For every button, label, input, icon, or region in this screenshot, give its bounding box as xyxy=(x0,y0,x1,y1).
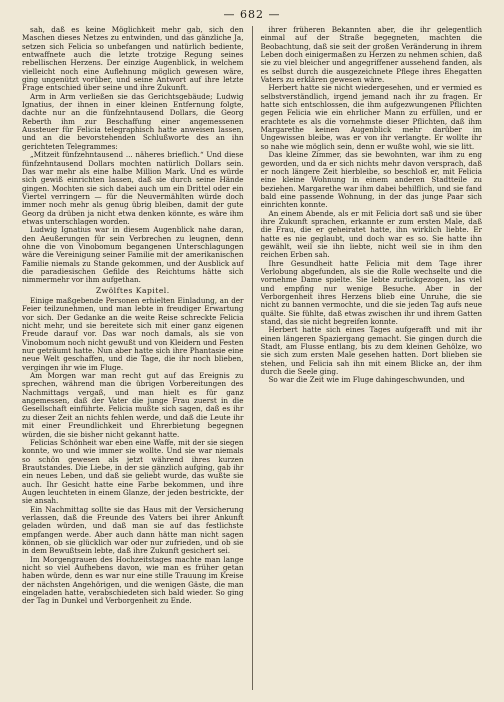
paragraph: An einem Abende, als er mit Felicia dort saß und sie über ihre Zukunft sprachen, erkannte er zum ersten Male, daß die Frau, die er geheiratet hatte, ihn wirklich liebte. Er hatte es nie geglaubt, und doch war es so. Sie hatte ihn gewählt, weil sie ihn liebte, nicht weil sie in ihm den reichen Erben sah. xyxy=(260,208,482,260)
paragraph: Herbert hatte sie nicht wiedergesehen, und er vermied es selbstverständlich, irgend jemand nach ihr zu fragen. Er hatte sich entschlossen, die ihm aufgezwungenen Pflichten gegen Felicia wie ein ehrlicher Mann zu erfüllen, und er erachtete es als die vornehmste dieser Pflichten, daß ihm Margarethe keinen Augenblick mehr darüber im Ungewissen bleibe, was er von ihr verlangte. Er wollte ihr so nahe wie möglich sein, denn er wußte wohl, wie sie litt. xyxy=(260,83,482,151)
paragraph: Herbert hatte sich eines Tages aufgerafft und mit ihr einen längeren Spaziergang gemacht. Sie gingen durch die Stadt, am Flusse entlang, bis zu dem kleinen Gehölze, wo sie sich zum ersten Male gesehen hatten. Dort blieben sie stehen, und Felicia sah ihn mit einem Blicke an, der ihm durch die Seele ging. xyxy=(260,325,482,377)
paragraph: sah, daß es keine Möglichkeit mehr gab, sich den Maschen dieses Netzes zu entwinden, und das gänzliche Ja, setzen sich Felicia so unbefangen und natürlich bediente, entwaffnete auch die letzte trotzige Regung seines rebellischen Herzens. Der einzige Augenblick, in welchem vielleicht noch eine Auflehnung möglich gewesen wäre, ging ungenützt vorüber, und seine Antwort auf ihre letzte Frage entschied über seine und ihre Zukunft. xyxy=(22,26,244,93)
paragraph: Ihre Gesundheit hatte Felicia mit dem Tage ihrer Verlobung abgefunden, als sie die Rolle wechselte und die vornehme Dame spielte. Sie lebte zurückgezogen, las viel und empfing nur wenige Besuche. Aber in der Verborgenheit ihres Herzens blieb eine Unruhe, die sie nicht zu bannen vermochte, und die sie jeden Tag aufs neue quälte. Sie fühlte, daß etwas zwischen ihr und ihrem Gatten stand, das sie nicht begreifen konnte. xyxy=(260,258,482,327)
paragraph: So war die Zeit wie im Fluge dahingeschwunden, und xyxy=(268,375,465,385)
paragraph: Im Morgengrauen des Hochzeitstages machte man lange nicht so viel Aufhebens davon, wie man es früher getan haben würde, denn es war nur eine stille Trauung im Kreise der nächsten Angehörigen, und die wenigen Gäste, die man eingeladen hatte, verabschiedeten sich bald wieder. So ging der Tag in Dunkel und Verborgenheit zu Ende. xyxy=(22,554,244,606)
right-column xyxy=(261,26,483,690)
paragraph: Felicias Schönheit war eben eine Waffe, mit der sie siegen konnte, wo und wie immer sie wollte. Und sie war niemals so schön gewesen als jetzt während ihres kurzen Brautstandes. Die Liebe, in der sie gänzlich aufging, gab ihr ein neues Leben, und daß sie geliebt wurde, das wußte sie auch. Ihr Gesicht hatte eine Farbe bekommen, und ihre Augen leuchteten in einem Glanze, der jeden bestrickte, der sie ansah. xyxy=(22,437,244,506)
paragraph: ihrer früheren Bekannten aber, die ihr gelegentlich einmal auf der Straße begegneten, machten die Beobachtung, daß sie seit der großen Veränderung in ihrem Leben doch einigermaßen zu Herzen zu nehmen schien, daß sie zu viel bleicher und angegriffener aussehend fanden, als es selbst durch die ausgezeichnete Pflege ihres Ehegatten Vaters zu erklären gewesen wäre. xyxy=(260,26,482,85)
column-divider xyxy=(252,26,253,690)
paragraph: Einige maßgebende Personen erhielten Einladung, an der Feier teilzunehmen, und man lebte in freudiger Erwartung vor sich. Der Gedanke an die weite Reise schreckte Felicia nicht mehr, und sie bereitete sich mit einer ganz eigenen Freude darauf vor. Das war noch damals, als sie von Vinobomum noch nicht gewußt und von Kleidern und Festen nur geträumt hatte. Nun aber hatte sich ihre Phantasie eine neue Welt geschaffen, und die Tage, die ihr noch blieben, vergingen ihr wie im Fluge. xyxy=(22,296,244,372)
chapter-heading: Zwölftes Kapitel. xyxy=(95,285,170,295)
paragraph: Ein Nachmittag sollte sie das Haus mit der Versicherung verlassen, daß die Freunde des Vaters bei ihrer Ankunft geladen würden, und daß man sie auf das festlichste empfangen werde. Aber auch dann hätte man nicht sagen können, ob sie glücklich war oder nur zufrieden, und ob sie in dem Bewußtsein lebte, daß ihre Zukunft gesichert sei. xyxy=(22,504,244,556)
page-number: — 682 — xyxy=(223,8,281,21)
paragraph: Arm in Arm verließen sie das Gerichtsgebäude; Ludwig Ignatius, der ihnen in einer kleinen Entfernung folgte, dachte nur an die fünfzehntausend Dollars, die Georg Reberth ihm zur Beschaffung einer angemessenen Aussteuer für Felicia telegraphisch hatte anweisen lassen, und an die bevorstehenden Schlußworte des an ihn gerichteten Telegrammes: xyxy=(22,91,244,151)
paragraph: „Mitzeit fünfzehntausend ... näheres brieflich.“ Und diese fünfzehntausend Dollars mochten natürlich Dollars sein. Das war mehr als eine halbe Million Mark. Und es würde sich gewiß einrichten lassen, daß sie durch seine Hände gingen. Mochten sie sich dabei auch um ein Drittel oder ein Viertel verringern — für die Neuvermählten würde doch immer noch mehr als genug übrig bleiben, damit der gute Georg da drüben ja nicht etwa denken könnte, es wäre ihm etwas unterschlagen worden. xyxy=(22,150,244,226)
paragraph: Am Morgen war man recht gut auf das Ereignis zu sprechen, während man die übrigen Vorbereitungen des Nachmittags vergaß, und man hielt es für ganz angemessen, daß der Vater die junge Frau zuerst in die Gesellschaft einführte. Felicia mußte sich sagen, daß es ihr zu dieser Zeit an nichts fehlen werde, und daß die Leute ihr mit einer Freundlichkeit und Ehrerbietung begegnen würden, die sie bisher nicht gekannt hatte. xyxy=(22,371,244,439)
text-columns xyxy=(22,26,482,690)
left-column xyxy=(22,26,244,690)
paragraph: Ludwig Ignatius war in diesem Augenblick nahe daran, den Aeußerungen für sein Verbrechen zu leugnen, denn ohne die von Vinobomum begangenen Unterschlagungen wäre die Vereinigung seiner Familie mit der amerikanischen Familie niemals zu Stande gekommen, und der Ausblick auf die paradiesischen Gefilde des Reichtums hätte sich nimmermehr vor ihm aufgethan. xyxy=(22,225,244,285)
paragraph: Das kleine Zimmer, das sie bewohnten, war ihm zu eng geworden, und da er sich nichts mehr davon versprach, daß er noch längere Zeit hierbleibe, so beschloß er, mit Felicia eine kleine Wohnung in einem anderen Stadtteile zu beziehen. Margarethe war ihm dabei behilflich, und sie fand bald eine passende Wohnung, in der das junge Paar sich einrichten konnte. xyxy=(260,150,482,210)
